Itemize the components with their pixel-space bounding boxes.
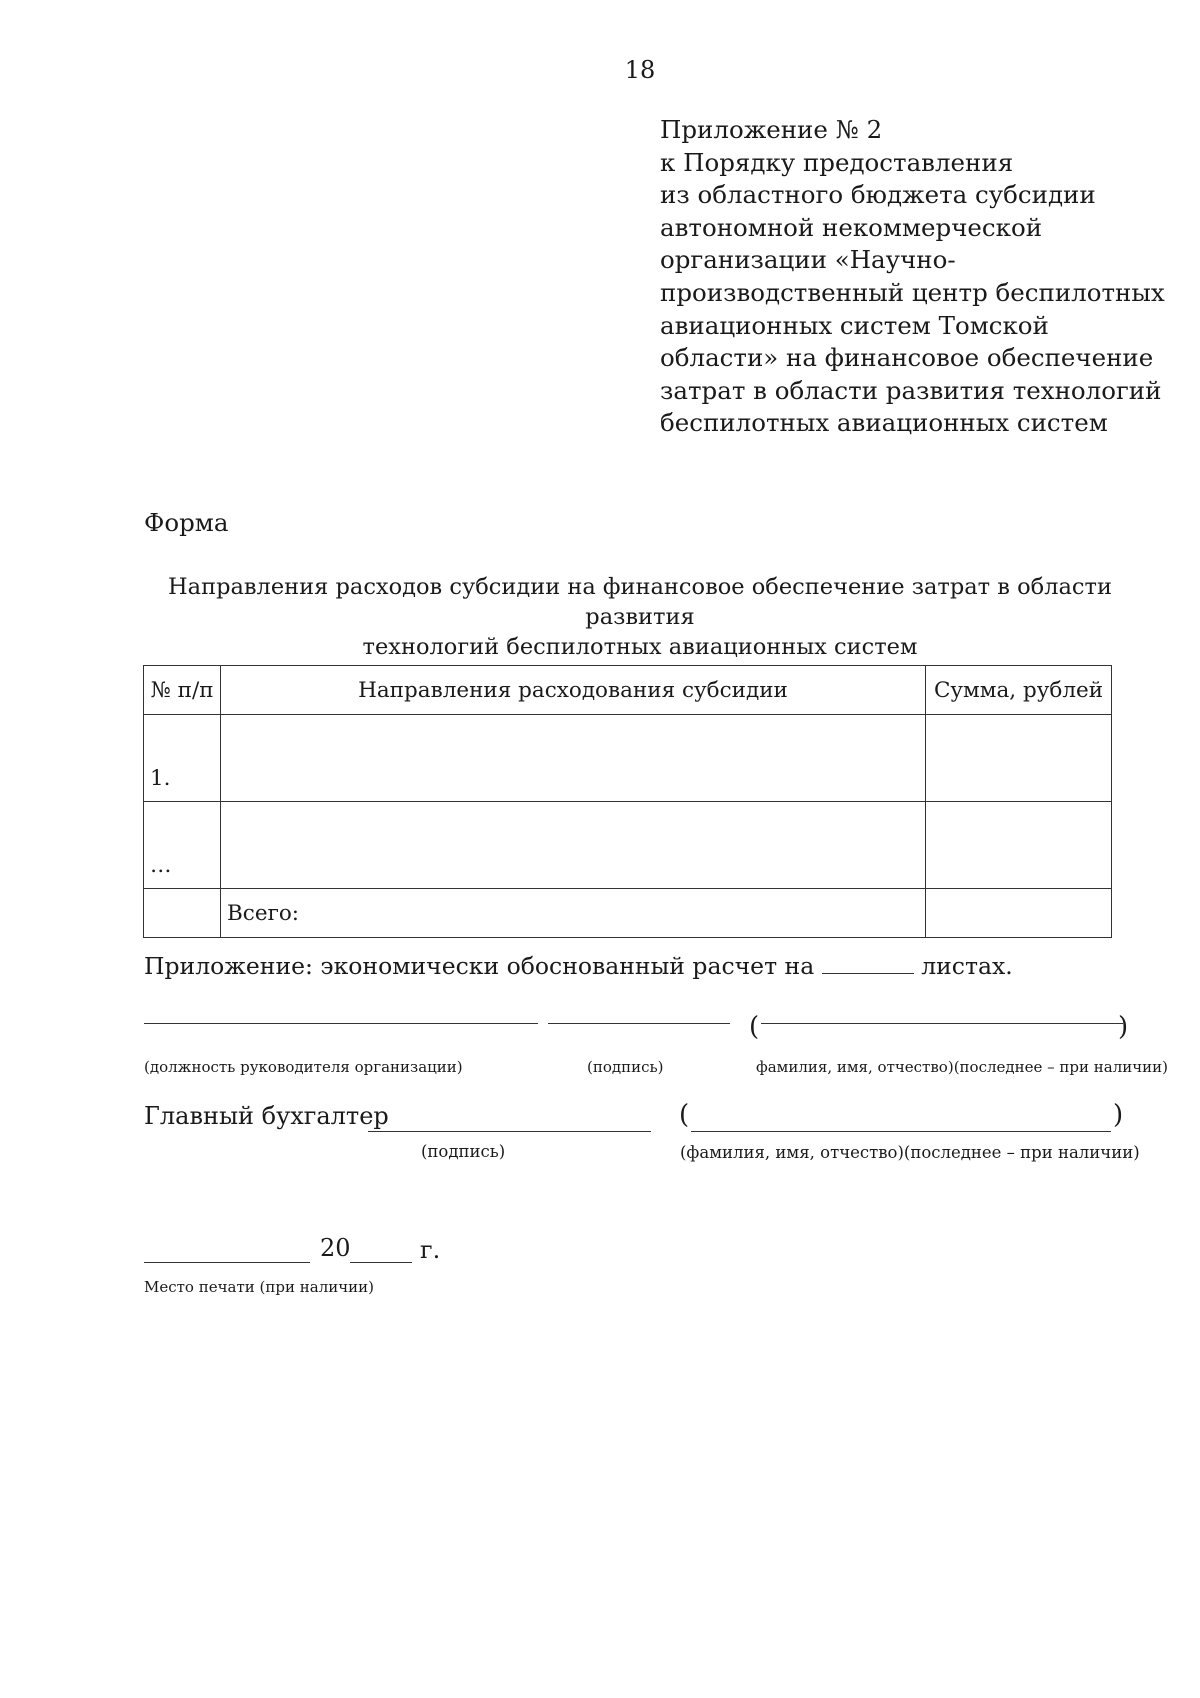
row-number: 1. xyxy=(144,715,221,802)
row-amount xyxy=(926,802,1112,889)
appendix-line: производственный центр беспилотных xyxy=(660,277,1165,307)
chief-signature-line xyxy=(368,1131,651,1132)
appendix-line: области» на финансовое обеспечение xyxy=(660,343,1154,373)
attachment-prefix: Приложение: экономически обоснованный расчет на xyxy=(144,952,815,980)
header-amount: Сумма, рублей xyxy=(926,666,1112,715)
table-total-row xyxy=(144,889,1112,938)
sheet-count-blank xyxy=(822,972,914,974)
appendix-header xyxy=(660,114,1180,440)
chief-name-line xyxy=(691,1131,1111,1132)
table-row xyxy=(144,715,1112,802)
head-position-caption: (должность руководителя организации) xyxy=(144,1058,463,1076)
form-title-line: технологий беспилотных авиационных систем xyxy=(362,634,918,660)
form-title xyxy=(140,572,1140,662)
head-name-caption: фамилия, имя, отчество)(последнее – при наличии) xyxy=(756,1058,1168,1076)
stamp-caption: Место печати (при наличии) xyxy=(144,1278,374,1296)
attachment-suffix: листах. xyxy=(921,952,1013,980)
head-name-line xyxy=(761,1023,1123,1024)
appendix-line: к Порядку предоставления xyxy=(660,147,1014,177)
row-amount xyxy=(926,715,1112,802)
total-number-cell xyxy=(144,889,221,938)
chief-name-caption: (фамилия, имя, отчество)(последнее – при наличии) xyxy=(680,1143,1140,1162)
appendix-line: беспилотных авиационных систем xyxy=(660,408,1108,438)
head-signature-caption: (подпись) xyxy=(587,1058,664,1076)
chief-signature-caption: (подпись) xyxy=(421,1142,506,1161)
chief-name-close-paren: ) xyxy=(1113,1100,1124,1130)
header-number: № п/п xyxy=(144,666,221,715)
date-blank-line xyxy=(144,1262,310,1263)
date-year-blank-line xyxy=(350,1262,412,1263)
chief-name-open-paren: ( xyxy=(679,1100,690,1130)
head-name-open-paren: ( xyxy=(749,1012,760,1042)
date-year-prefix: 20 xyxy=(320,1234,351,1262)
appendix-line: организации «Научно- xyxy=(660,245,956,275)
appendix-line: затрат в области развития технологий xyxy=(660,375,1162,405)
expenses-table xyxy=(143,665,1112,938)
head-name-close-paren: ) xyxy=(1118,1012,1129,1042)
header-direction: Направления расходования субсидии xyxy=(221,666,926,715)
table-row xyxy=(144,802,1112,889)
row-direction xyxy=(221,802,926,889)
form-title-line: Направления расходов субсидии на финансовое обеспечение затрат в области развития xyxy=(168,574,1112,630)
row-direction xyxy=(221,715,926,802)
chief-accountant-label: Главный бухгалтер xyxy=(144,1102,389,1130)
attachment-line xyxy=(144,952,1013,980)
appendix-line: из областного бюджета субсидии xyxy=(660,180,1096,210)
form-label: Форма xyxy=(144,508,229,537)
total-amount xyxy=(926,889,1112,938)
page-number: 18 xyxy=(624,56,656,84)
appendix-line: авиационных систем Томской xyxy=(660,310,1049,340)
total-label: Всего: xyxy=(221,889,926,938)
date-year-suffix: г. xyxy=(420,1236,441,1264)
row-number: … xyxy=(144,802,221,889)
appendix-line: Приложение № 2 xyxy=(660,115,883,144)
table-header-row xyxy=(144,666,1112,715)
appendix-line: автономной некоммерческой xyxy=(660,212,1043,242)
head-position-line xyxy=(144,1023,538,1024)
head-signature-line xyxy=(548,1023,730,1024)
